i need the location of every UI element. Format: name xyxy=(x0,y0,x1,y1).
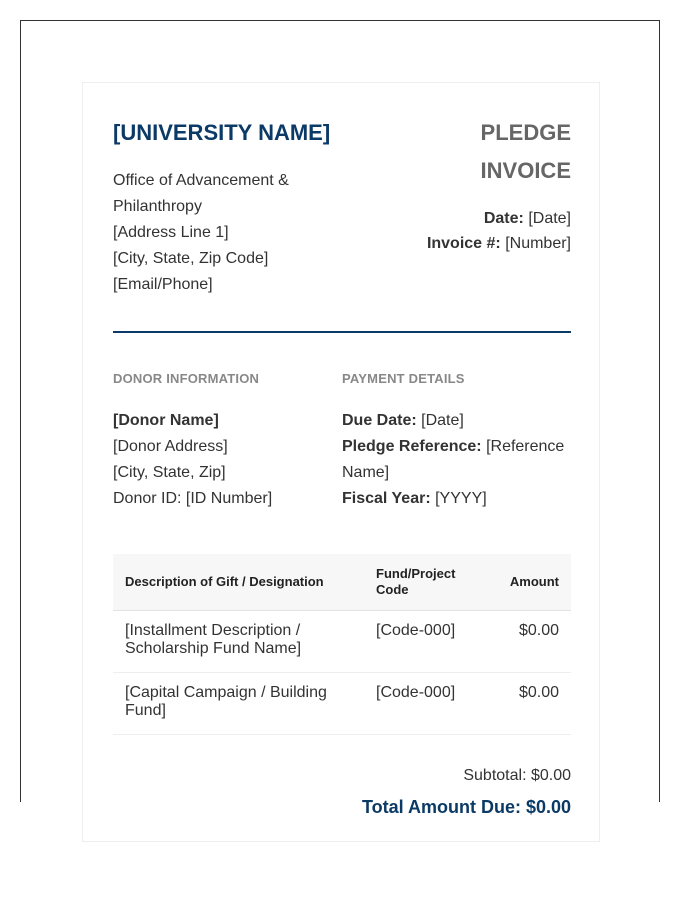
invoice-title-line2: INVOICE xyxy=(480,158,571,183)
column-header-code: Fund/Project Code xyxy=(364,554,489,611)
subtotal: Subtotal: $0.00 xyxy=(463,767,571,784)
invoice-date-row xyxy=(427,206,571,231)
invoice-number-label: Invoice #: xyxy=(426,235,501,252)
invoice-number-value: [Number] xyxy=(505,235,571,252)
row-amount: $0.00 xyxy=(489,673,571,735)
row-description: [Installment Description / Scholarship Fund Name] xyxy=(113,611,364,673)
document-viewer[interactable] xyxy=(20,20,660,817)
payment-details xyxy=(342,372,572,512)
pledge-reference-value: [Reference Name] xyxy=(342,438,565,481)
pledge-reference-row xyxy=(342,434,572,486)
row-amount: $0.00 xyxy=(489,611,571,673)
row-code: [Code-000] xyxy=(364,673,489,735)
fiscal-year-row xyxy=(342,486,572,512)
fiscal-year-value: [YYYY] xyxy=(435,490,487,507)
invoice-number-row xyxy=(427,231,571,256)
address-line: [Address Line 1] xyxy=(113,224,229,241)
donor-id: Donor ID: [ID Number] xyxy=(113,490,273,507)
donor-name: [Donor Name] xyxy=(113,412,219,429)
invoice-title xyxy=(431,114,571,190)
row-description: [Capital Campaign / Building Fund] xyxy=(113,673,364,735)
invoice-date-label: Date: xyxy=(483,210,524,227)
address-line: [City, State, Zip Code] xyxy=(113,250,269,267)
university-name: [UNIVERSITY NAME] xyxy=(113,120,331,145)
university-address xyxy=(113,168,353,298)
header-divider xyxy=(113,331,571,333)
donor-city: [City, State, Zip] xyxy=(113,464,226,481)
table-row xyxy=(113,611,571,673)
address-line: Philanthropy xyxy=(113,198,202,215)
due-date-value: [Date] xyxy=(421,412,464,429)
column-header-description: Description of Gift / Designation xyxy=(113,554,364,611)
gift-items-table xyxy=(113,554,571,735)
table-row xyxy=(113,673,571,735)
address-line: Office of Advancement & xyxy=(113,172,289,189)
due-date-label: Due Date: xyxy=(342,412,417,429)
due-date-row xyxy=(342,408,572,434)
row-code: [Code-000] xyxy=(364,611,489,673)
invoice-page xyxy=(82,82,600,842)
invoice-date-value: [Date] xyxy=(528,210,571,227)
donor-information xyxy=(113,372,343,512)
invoice-title-line1: PLEDGE xyxy=(480,120,571,145)
address-line: [Email/Phone] xyxy=(113,276,213,293)
column-header-amount: Amount xyxy=(489,554,571,611)
donor-address: [Donor Address] xyxy=(113,438,228,455)
fiscal-year-label: Fiscal Year: xyxy=(342,490,431,507)
payment-heading: PAYMENT DETAILS xyxy=(342,371,465,386)
table-header-row xyxy=(113,554,571,611)
donor-heading: DONOR INFORMATION xyxy=(113,371,260,386)
total-amount-due: Total Amount Due: $0.00 xyxy=(361,797,571,817)
pledge-reference-label: Pledge Reference: xyxy=(342,438,482,455)
invoice-meta xyxy=(427,206,571,256)
